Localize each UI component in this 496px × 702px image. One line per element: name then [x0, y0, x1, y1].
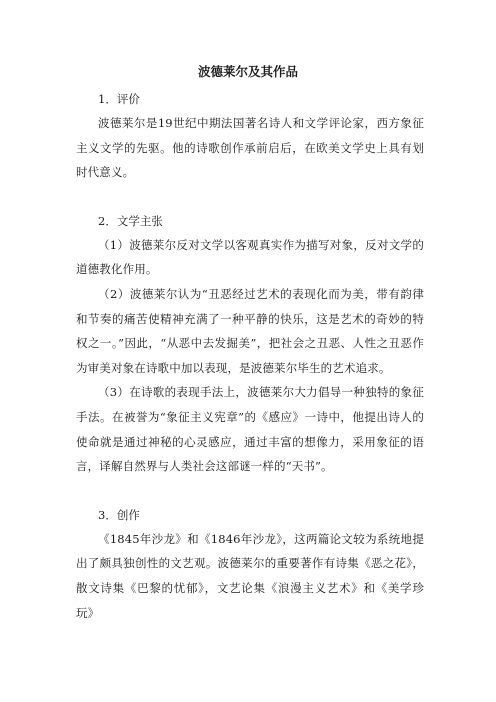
section-evaluation — [76, 87, 424, 185]
section-literary-ideas — [76, 209, 424, 479]
section-heading: 3．创作 — [98, 507, 140, 522]
paragraph: （2）波德莱尔认为“丑恶经过艺术的表现化而为美，带有韵律和节奏的痛苦使精神充满了一种平静的快乐，这是艺术的奇妙的特权之一。”因此，“从恶中去发掘美”，把社会之丑恶、人性之丑恶作为审美对象在诗歌中加以表现，是波德莱尔毕生的艺术追求。 — [76, 286, 424, 375]
section-spacer — [76, 185, 424, 209]
paragraph: （3）在诗歌的表现手法上，波德莱尔大力倡导一种独特的象征手法。在被誉为“象征主义宪章”的《感应》一诗中，他提出诗人的使命就是通过神秘的心灵感应，通过丰富的想像力，采用象征的语言，译解自然界与人类社会这部谜一样的“天书”。 — [76, 385, 424, 474]
section-works — [76, 503, 424, 625]
document-body — [76, 87, 424, 625]
paragraph: （1）波德莱尔反对文学以客观真实作为描写对象，反对文学的道德教化作用。 — [76, 237, 424, 277]
paragraph: 波德莱尔是19世纪中期法国著名诗人和文学评论家，西方象征主义文学的先驱。他的诗歌创作承前启后，在欧美文学史上具有划时代意义。 — [76, 116, 424, 180]
document-title: 波德莱尔及其作品 — [197, 64, 298, 79]
section-spacer — [76, 479, 424, 503]
paragraph: 《1845年沙龙》和《1846年沙龙》，这两篇论文较为系统地提出了颇具独创性的文艺观。波德莱尔的重要著作有诗集《恶之花》，散文诗集《巴黎的忧郁》，文艺论集《浪漫主义艺术》和《美学珍玩》 — [76, 531, 424, 620]
section-heading: 1．评价 — [98, 92, 140, 106]
section-heading: 2．文学主张 — [98, 213, 163, 228]
